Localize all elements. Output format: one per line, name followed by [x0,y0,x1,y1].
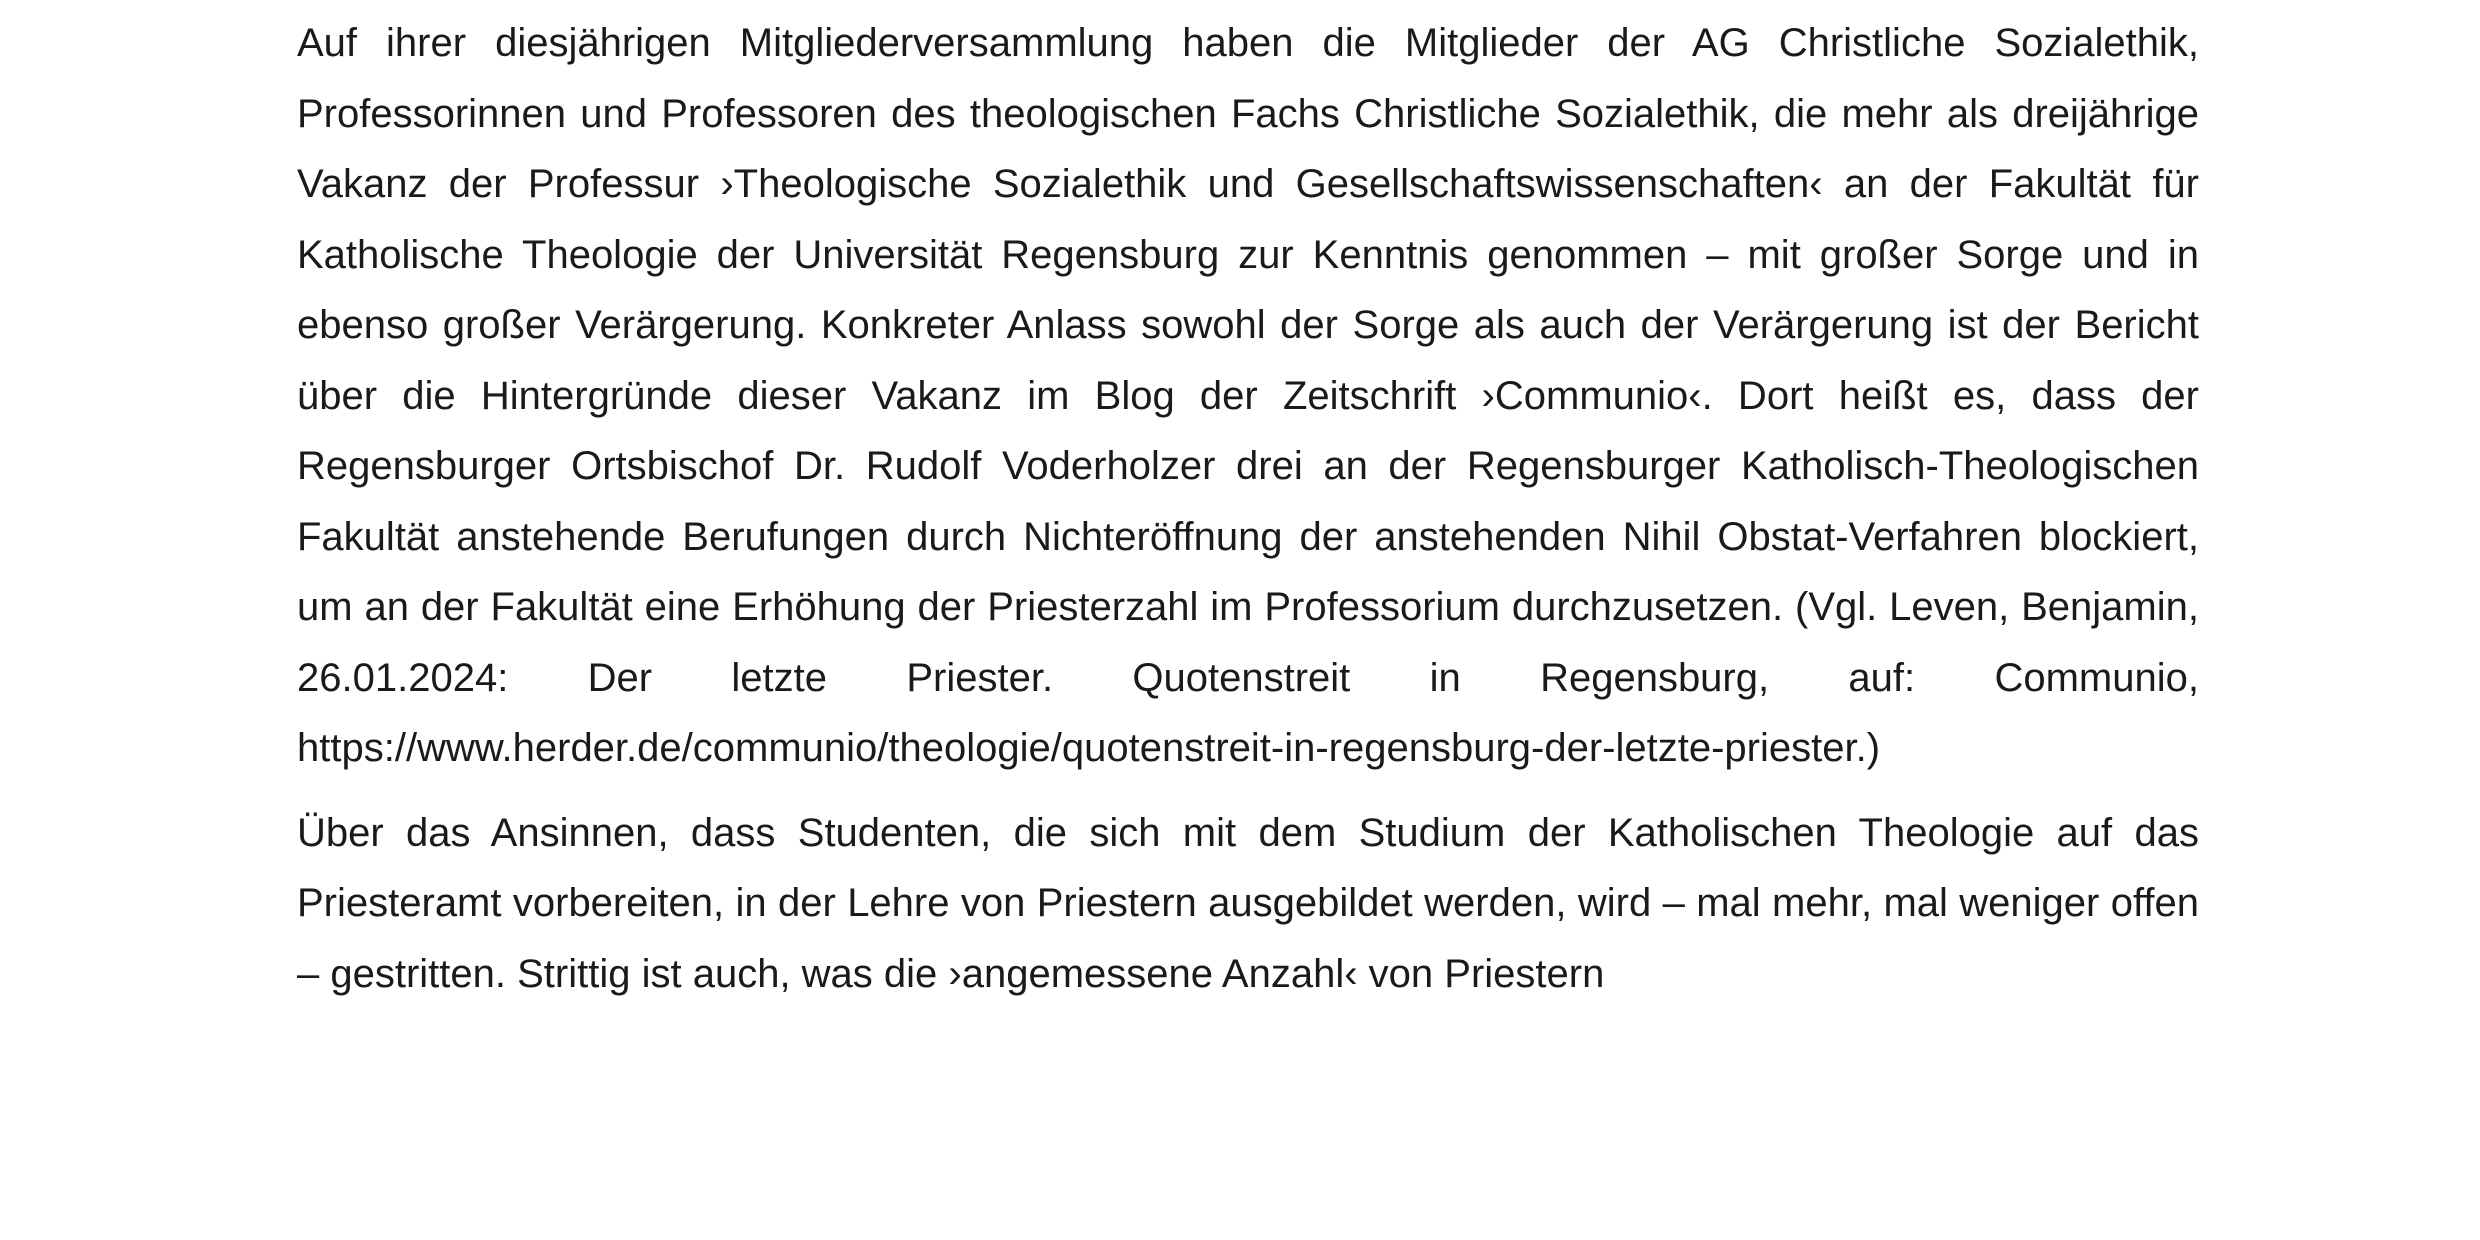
paragraph-1: Auf ihrer diesjährigen Mitgliederversammlung haben die Mitglieder der AG Christliche Sozialethik, Professorinnen und Professoren des theologischen Fachs Christliche Sozialethik, die mehr als dreijährige Vakanz der Professur ›Theologische Sozialethik und Gesellschaftswissenschaften‹ an der Fakultät für Katholische Theologie der Universität Regensburg zur Kenntnis genommen – mit großer Sorge und in ebenso großer Verärgerung. Konkreter Anlass sowohl der Sorge als auch der Verärgerung ist der Bericht über die Hintergründe dieser Vakanz im Blog der Zeitschrift ›Communio‹. Dort heißt es, dass der Regensburger Ortsbischof Dr. Rudolf Voderholzer drei an der Regensburger Katholisch-Theologischen Fakultät anstehende Berufungen durch Nichteröffnung der anstehenden Nihil Obstat-Verfahren blockiert, um an der Fakultät eine Erhöhung der Priesterzahl im Professorium durchzusetzen. (Vgl. Leven, Benjamin, 26.01.2024: Der letzte Priester. Quotenstreit in Regensburg, auf: Communio, https://www.herder.de/communio/theologie/quotenstreit-in-regensburg-der-letzte-priester.) [297,21,2199,770]
paragraph-2: Über das Ansinnen, dass Studenten, die sich mit dem Studium der Katholischen Theologie auf das Priesteramt vorbereiten, in der Lehre von Priestern ausgebildet werden, wird – mal mehr, mal weniger offen – gestritten. Strittig ist auch, was die ›angemessene Anzahl‹ von Priestern [297,810,2199,996]
document-page [297,8,2199,1009]
